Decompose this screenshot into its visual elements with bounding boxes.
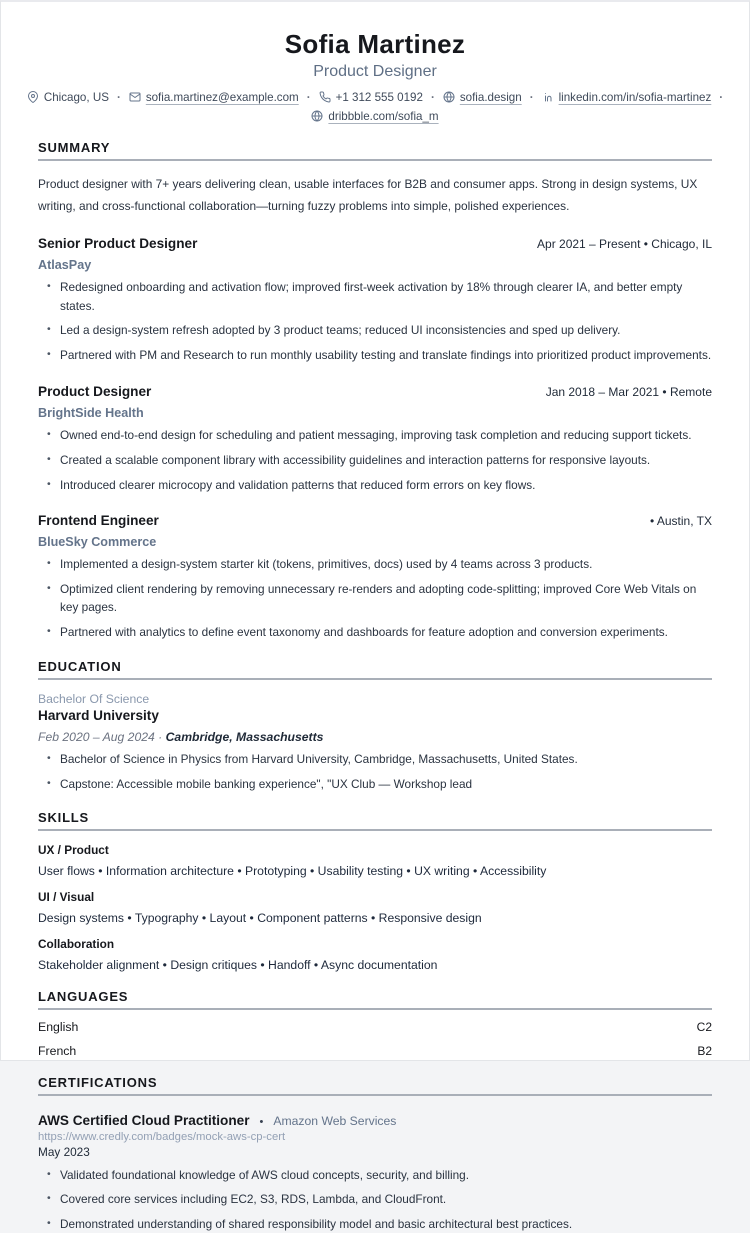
person-title: Product Designer [313, 62, 437, 80]
entry-head [38, 236, 712, 251]
education-bullet: • Capstone: Accessible mobile banking experience", "UX Club — Workshop lead [38, 775, 712, 793]
contact-email [129, 91, 299, 104]
section-education [38, 659, 712, 794]
language-name: English [38, 1020, 79, 1035]
section-certifications [38, 1075, 712, 1233]
job-bullet: • Led a design-system refresh adopted by 3 product teams; reduced UI inconsistencies and sped up delivery. [38, 321, 712, 339]
contact-phone-text: +1 312 555 0192 [335, 90, 423, 104]
certification-bullets [38, 1166, 712, 1233]
contact-separator: · [430, 90, 435, 104]
contact-dribbble [311, 110, 438, 123]
company-name: BlueSky Commerce [38, 534, 157, 549]
section-skills [38, 810, 712, 972]
resume-header [38, 29, 724, 123]
job-bullet: • Partnered with analytics to define event taxonomy and dashboards for feature adoption and conversion experiments. [38, 623, 712, 641]
contact-website [443, 91, 522, 104]
skill-group-ui-visual [38, 890, 712, 925]
job-bullets [38, 426, 712, 494]
linkedin-icon [542, 91, 554, 103]
language-row-french [38, 1044, 712, 1058]
certification-bullet: • Covered core services including EC2, S3, RDS, Lambda, and CloudFront. [38, 1190, 712, 1208]
contact-rows [38, 90, 724, 123]
skill-group-items: User flows • Information architecture • Prototyping • Usability testing • UX writing • Accessibility [38, 864, 547, 879]
contact-linkedin-link[interactable]: linkedin.com/in/sofia-martinez [558, 90, 712, 104]
contact-linkedin [542, 91, 712, 104]
certifications-heading: CERTIFICATIONS [38, 1075, 712, 1096]
location-pin-icon [27, 91, 39, 103]
skill-group-label: Collaboration [38, 937, 115, 952]
envelope-icon [129, 91, 141, 103]
contact-separator: · [719, 90, 724, 104]
skill-group-ux-product [38, 843, 712, 878]
education-bullet: • Bachelor of Science in Physics from Harvard University, Cambridge, Massachusetts, United States. [38, 750, 712, 768]
contact-dribbble-link[interactable]: dribbble.com/sofia_m [328, 109, 439, 123]
job-bullet: • Partnered with PM and Research to run monthly usability testing and translate findings into prioritized product improvements. [38, 346, 712, 364]
certification-name: AWS Certified Cloud Practitioner [38, 1113, 250, 1129]
globe-icon [443, 91, 455, 103]
job-bullet: • Implemented a design-system starter kit (tokens, primitives, docs) used by 4 teams across 3 products. [38, 555, 712, 573]
phone-icon [319, 91, 331, 103]
certification-separator: • [259, 1116, 264, 1129]
contact-row-1 [38, 90, 724, 104]
job-role: Senior Product Designer [38, 235, 198, 251]
education-dates: Feb 2020 – Aug 2024 [38, 729, 155, 744]
contact-location-text: Chicago, US [43, 90, 109, 104]
language-row-english [38, 1020, 712, 1034]
skill-group-label: UX / Product [38, 843, 109, 858]
language-level: B2 [697, 1044, 712, 1059]
contact-phone [319, 91, 423, 104]
entry-head [38, 384, 712, 399]
education-separator: · [158, 729, 163, 744]
job-meta: Jan 2018 – Mar 2021 • Remote [545, 384, 712, 399]
skill-group-items: Design systems • Typography • Layout • Component patterns • Responsive design [38, 911, 482, 926]
education-bullets [38, 750, 712, 793]
contact-row-2 [38, 110, 712, 123]
certification-head [38, 1113, 712, 1128]
certification-url[interactable]: https://www.credly.com/badges/mock-aws-cp-cert [38, 1131, 286, 1144]
education-dateline [38, 730, 712, 744]
company-name: AtlasPay [38, 257, 92, 272]
skill-group-label: UI / Visual [38, 890, 95, 905]
summary-heading: SUMMARY [38, 140, 712, 161]
job-bullet: • Owned end-to-end design for scheduling and patient messaging, improving task completion and reducing support tickets. [38, 426, 712, 444]
education-school: Harvard University [38, 707, 159, 723]
job-meta: • Austin, TX [649, 513, 712, 528]
skills-heading: SKILLS [38, 810, 712, 831]
experience-entry-atlaspay [38, 236, 712, 365]
certification-bullet: • Demonstrated understanding of shared responsibility model and basic architectural best practices. [38, 1215, 712, 1233]
experience-entry-brightside [38, 384, 712, 494]
language-level: C2 [696, 1020, 712, 1035]
globe-icon [311, 110, 323, 122]
job-role: Frontend Engineer [38, 512, 159, 528]
skill-group-items: Stakeholder alignment • Design critiques • Handoff • Async documentation [38, 958, 438, 973]
skill-group-collaboration [38, 937, 712, 972]
job-bullet: • Created a scalable component library with accessibility guidelines and interaction patterns for responsive layouts. [38, 451, 712, 469]
company-name: BrightSide Health [38, 405, 144, 420]
job-bullets [38, 555, 712, 641]
contact-separator: · [116, 90, 121, 104]
job-role: Product Designer [38, 383, 152, 399]
summary-text: Product designer with 7+ years delivering clean, usable interfaces for B2B and consumer apps. Strong in design systems, UX writing, and cross-functional collaboration—turning fuzzy problems into simple, polished experiences. [38, 176, 698, 213]
languages-heading: LANGUAGES [38, 989, 712, 1010]
person-name: Sofia Martinez [284, 29, 466, 59]
education-degree: Bachelor Of Science [38, 691, 150, 706]
section-summary [38, 140, 712, 217]
job-bullet: • Redesigned onboarding and activation flow; improved first-week activation by 18% through clearer IA, and better empty states. [38, 278, 712, 315]
certification-issuer: Amazon Web Services [273, 1114, 397, 1129]
job-meta: Apr 2021 – Present • Chicago, IL [537, 236, 712, 251]
contact-website-link[interactable]: sofia.design [459, 90, 522, 104]
entry-head [38, 513, 712, 528]
contact-separator: · [306, 90, 311, 104]
job-bullets [38, 278, 712, 364]
section-languages [38, 989, 712, 1058]
job-bullet: • Optimized client rendering by removing unnecessary re-renders and adopting code-splitting; improved Core Web Vitals on key pages. [38, 580, 712, 617]
contact-separator: · [529, 90, 534, 104]
certification-bullet: • Validated foundational knowledge of AWS cloud concepts, security, and billing. [38, 1166, 712, 1184]
experience-entry-bluesky [38, 513, 712, 642]
education-location: Cambridge, Massachusetts [165, 729, 324, 744]
certification-date: May 2023 [38, 1145, 90, 1160]
job-bullet: • Introduced clearer microcopy and validation patterns that reduced form errors on key flows. [38, 476, 712, 494]
contact-location [27, 91, 109, 104]
language-name: French [38, 1044, 77, 1059]
contact-email-link[interactable]: sofia.martinez@example.com [145, 90, 299, 104]
education-heading: EDUCATION [38, 659, 712, 680]
